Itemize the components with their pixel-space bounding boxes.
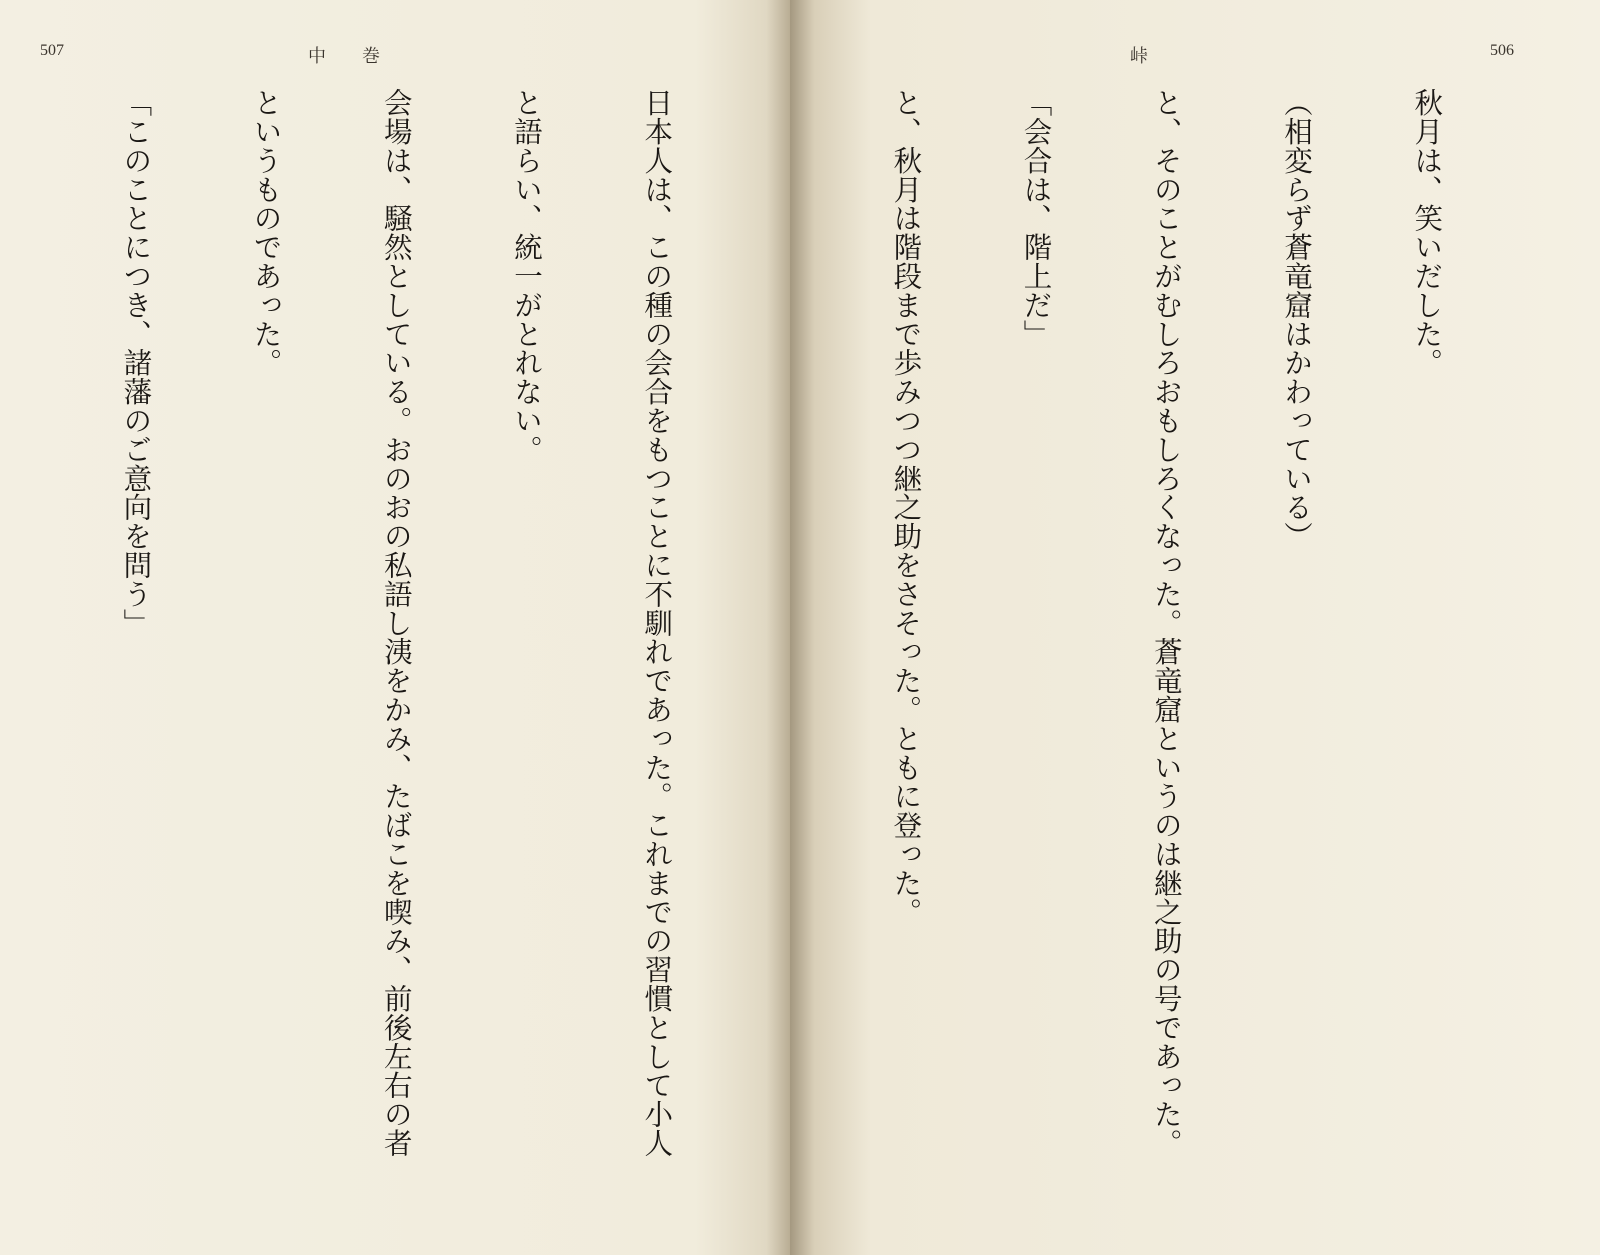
- left-page-number: 507: [40, 42, 64, 59]
- text-line: と語らい、統一がとれない。: [509, 88, 543, 464]
- right-running-title: 峠: [1130, 46, 1148, 67]
- text-line: と、秋月は階段まで歩みつつ継之助をさそった。ともに登った。: [889, 88, 923, 927]
- text-line: 「このことにつき、諸藩のご意向を問う」: [119, 88, 153, 638]
- text-line: 「会合は、階上だ」: [1019, 88, 1053, 349]
- right-body-text: [885, 88, 1535, 1178]
- left-page: [0, 0, 790, 1255]
- text-line: 日本人は、この種の会合をもつことに不馴れであった。これまでの習慣として小人: [640, 88, 674, 1158]
- text-line: 会場は、騒然としている。おのおの私語し洟をかみ、たばこを喫み、前後左右の者: [379, 88, 413, 1158]
- right-page-number: 506: [1490, 42, 1514, 59]
- left-running-title: 中 巻: [308, 46, 380, 67]
- left-body-text: [35, 88, 765, 1178]
- text-line: というものであった。: [249, 88, 283, 377]
- text-line: 秋月は、笑いだした。: [1410, 88, 1444, 377]
- right-page: [790, 0, 1600, 1255]
- text-line: （相変らず蒼竜窟はかわっている）: [1279, 88, 1313, 551]
- text-line: と、そのことがむしろおもしろくなった。蒼竜窟というのは継之助の号であった。: [1149, 88, 1183, 1158]
